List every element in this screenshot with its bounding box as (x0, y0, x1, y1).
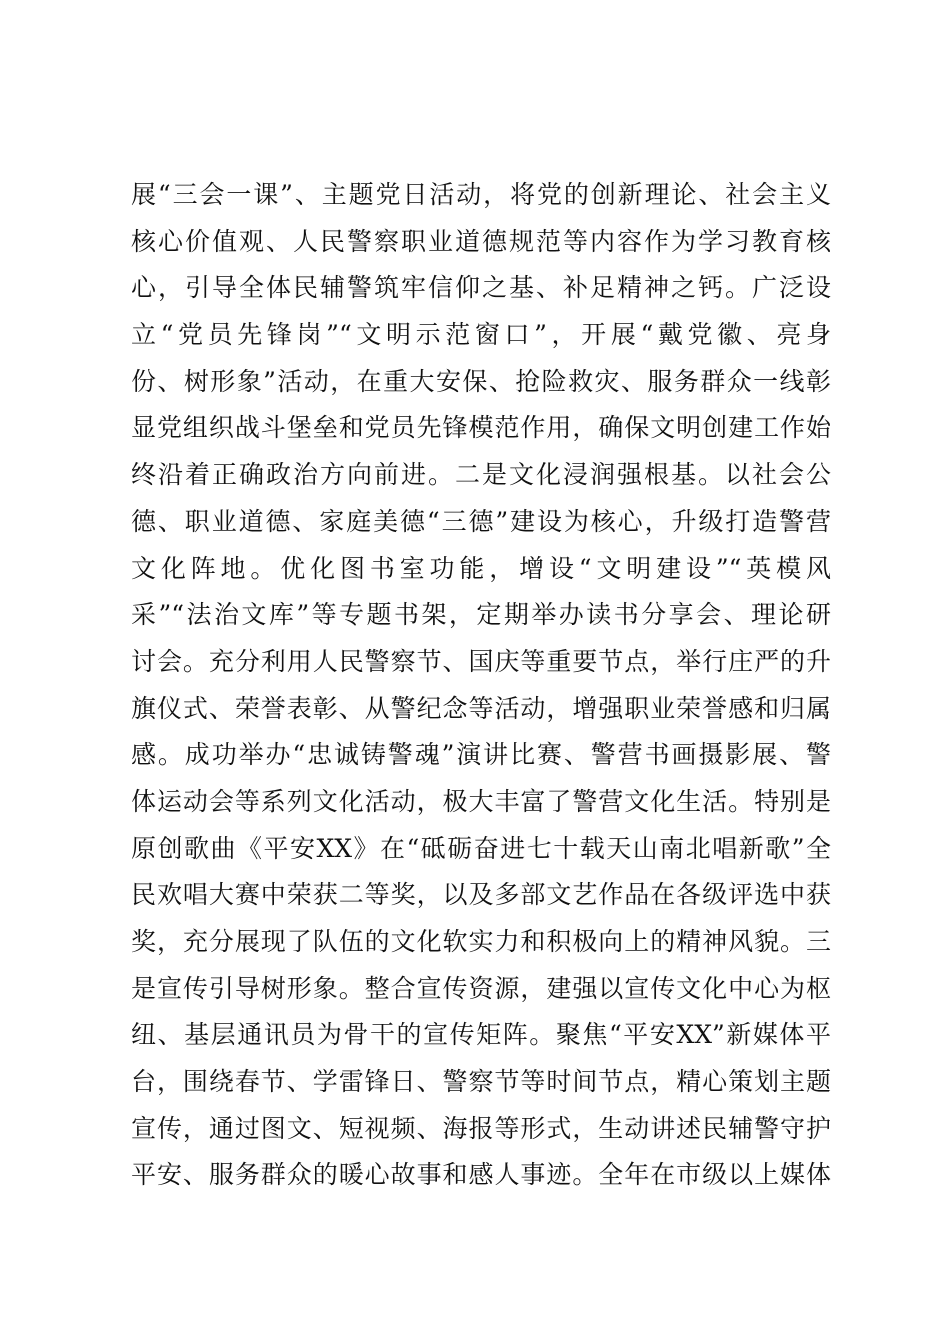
text-line: 展“三会一课”、主题党日活动，将党的创新理论、社会主义 (131, 180, 831, 209)
text-line: 旗仪式、荣誉表彰、从警纪念等活动，增强职业荣誉感和归属 (131, 693, 831, 723)
text-line: 纽、基层通讯员为骨干的宣传矩阵。聚焦“平安XX”新媒体平 (131, 1020, 831, 1050)
body-paragraph (131, 172, 831, 1199)
text-line: 平安、服务群众的暖心故事和感人事迹。全年在市级以上媒体 (131, 1160, 831, 1190)
text-line: 讨会。充分利用人民警察节、国庆等重要节点，举行庄严的升 (131, 646, 831, 676)
text-line: 民欢唱大赛中荣获二等奖，以及多部文艺作品在各级评选中获 (131, 880, 831, 910)
text-line: 核心价值观、人民警察职业道德规范等内容作为学习教育核 (131, 226, 831, 256)
text-line: 体运动会等系列文化活动，极大丰富了警营文化生活。特别是 (131, 786, 831, 816)
text-line: 是宣传引导树形象。整合宣传资源，建强以宣传文化中心为枢 (131, 973, 831, 1003)
text-line: 感。成功举办“忠诚铸警魂”演讲比赛、警营书画摄影展、警 (131, 740, 831, 770)
text-line: 心，引导全体民辅警筑牢信仰之基、补足精神之钙。广泛设 (131, 273, 831, 303)
text-line: 文化阵地。优化图书室功能，增设“文明建设”“英模风 (131, 553, 831, 583)
text-line: 显党组织战斗堡垒和党员先锋模范作用，确保文明创建工作始 (131, 413, 831, 443)
text-line: 奖，充分展现了队伍的文化软实力和积极向上的精神风貌。三 (131, 927, 831, 956)
text-line: 终沿着正确政治方向前进。二是文化浸润强根基。以社会公 (131, 460, 831, 490)
text-line: 德、职业道德、家庭美德“三德”建设为核心，升级打造警营 (131, 506, 831, 536)
text-line: 份、树形象”活动，在重大安保、抢险救灾、服务群众一线彰 (131, 366, 831, 396)
text-line: 宣传，通过图文、短视频、海报等形式，生动讲述民辅警守护 (131, 1113, 831, 1143)
text-line: 台，围绕春节、学雷锋日、警察节等时间节点，精心策划主题 (131, 1067, 831, 1097)
text-line: 原创歌曲《平安XX》在“砥砺奋进七十载天山南北唱新歌”全 (131, 833, 831, 863)
text-line: 采”“法治文库”等专题书架，定期举办读书分享会、理论研 (131, 600, 831, 630)
text-line: 立“党员先锋岗”“文明示范窗口”，开展“戴党徽、亮身 (131, 320, 831, 350)
